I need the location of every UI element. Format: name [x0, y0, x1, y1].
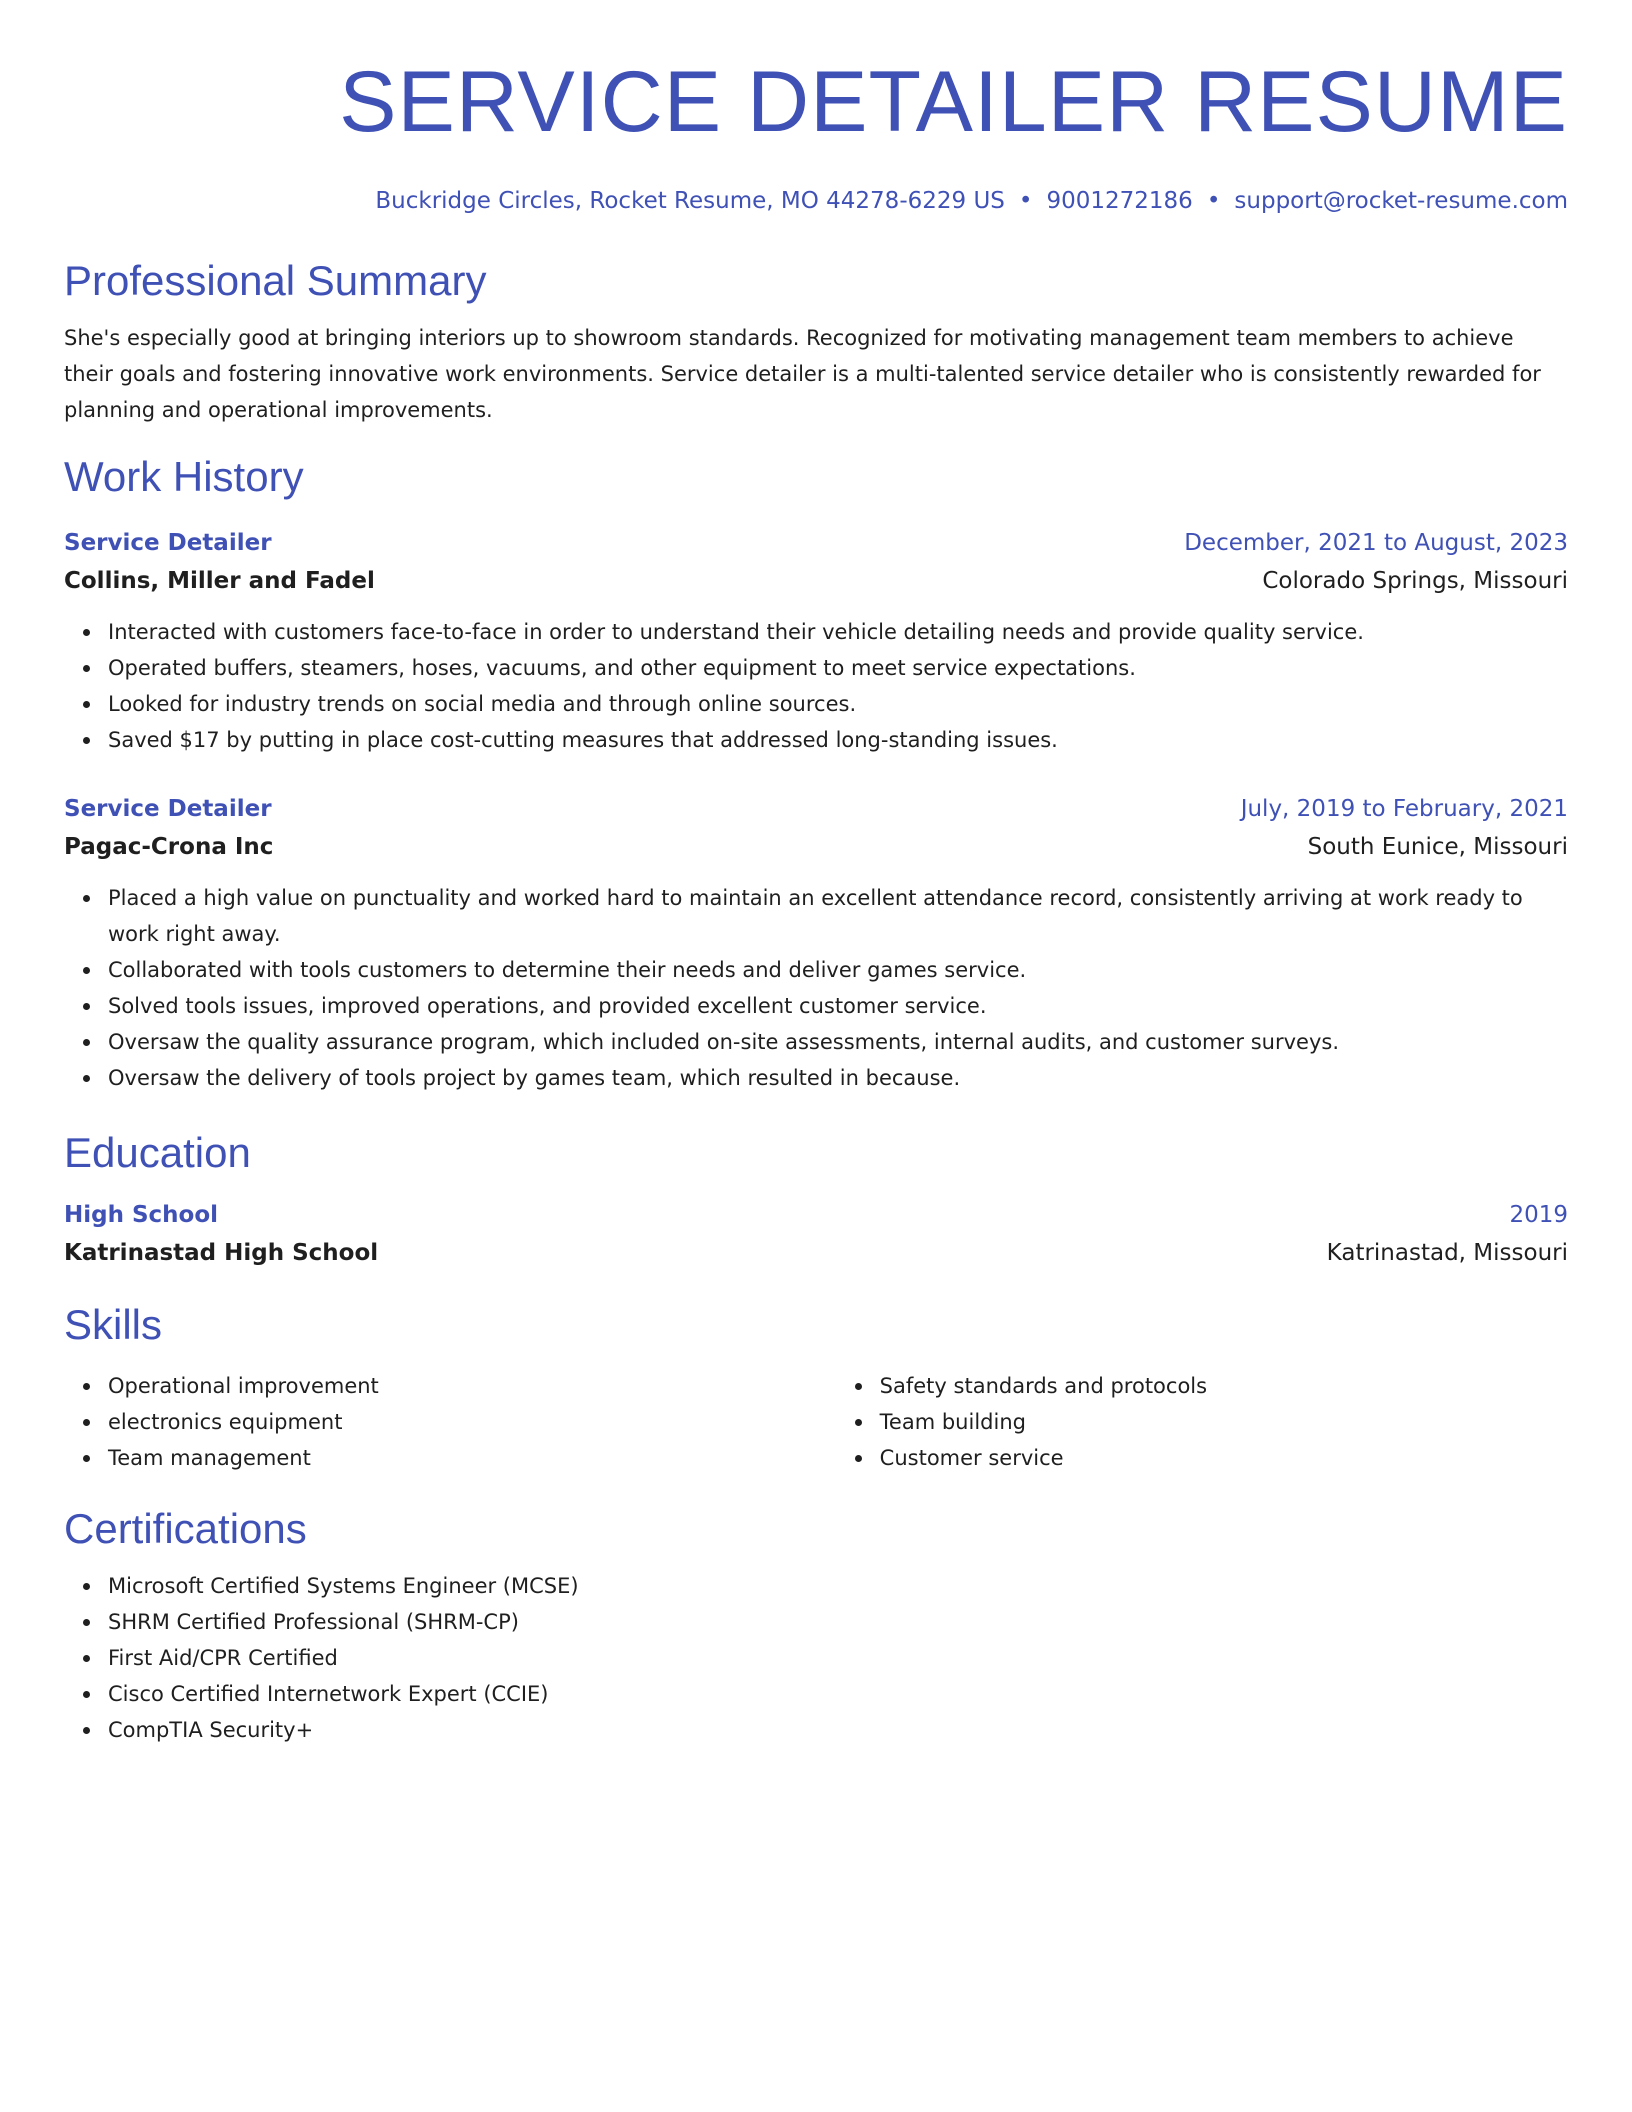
- contact-separator: •: [1018, 188, 1033, 214]
- certifications-list: [64, 1568, 1568, 1748]
- resume-header: [64, 0, 1568, 216]
- contact-address: Buckridge Circles, Rocket Resume, MO 44278-6229 US: [375, 188, 1005, 214]
- work-history-section: [64, 452, 1568, 1096]
- certification-item: First Aid/CPR Certified: [108, 1640, 1568, 1676]
- contact-line: [64, 186, 1568, 216]
- skill-item: Safety standards and protocols: [880, 1368, 1568, 1404]
- contact-email[interactable]: support@rocket-resume.com: [1234, 188, 1568, 214]
- job-title: Service Detailer: [64, 796, 272, 822]
- job-duty: Placed a high value on punctuality and worked hard to maintain an excellent attendance record, consistently arriving at work ready to work right away.: [108, 880, 1568, 952]
- skill-item: Team building: [880, 1404, 1568, 1440]
- job-company: Collins, Miller and Fadel: [64, 568, 375, 594]
- job-duty: Oversaw the quality assurance program, which included on-site assessments, internal audits, and customer surveys.: [108, 1024, 1568, 1060]
- job-entry: [64, 790, 1568, 1096]
- job-duties-list: [64, 614, 1568, 758]
- job-employer-row: [64, 562, 1568, 600]
- job-duty: Solved tools issues, improved operations, and provided excellent customer service.: [108, 988, 1568, 1024]
- certification-item: SHRM Certified Professional (SHRM-CP): [108, 1604, 1568, 1640]
- work-history-heading: Work History: [64, 453, 304, 500]
- education-year: 2019: [1509, 1202, 1568, 1228]
- summary-section: [64, 256, 1568, 428]
- education-heading: Education: [64, 1129, 251, 1176]
- certification-item: Microsoft Certified Systems Engineer (MCSE): [108, 1568, 1568, 1604]
- skills-heading: Skills: [64, 1301, 163, 1348]
- job-employer-row: [64, 828, 1568, 866]
- skills-list-right: [836, 1368, 1568, 1476]
- certification-item: Cisco Certified Internetwork Expert (CCIE): [108, 1676, 1568, 1712]
- summary-text: She's especially good at bringing interiors up to showroom standards. Recognized for motivating management team members to achieve their goals and fostering innovative work environments. Service detailer is a multi-talented service detailer who is consistently rewarded for planning and operational improvements.: [64, 326, 1541, 422]
- contact-separator: •: [1206, 188, 1221, 214]
- education-header-row: [64, 1196, 1568, 1234]
- skills-section: [64, 1300, 1568, 1476]
- job-location: South Eunice, Missouri: [1307, 834, 1568, 860]
- job-header-row: [64, 524, 1568, 562]
- skill-item: Customer service: [880, 1440, 1568, 1476]
- education-location: Katrinastad, Missouri: [1326, 1240, 1568, 1266]
- job-dates: July, 2019 to February, 2021: [1240, 796, 1568, 822]
- job-duty: Oversaw the delivery of tools project by games team, which resulted in because.: [108, 1060, 1568, 1096]
- certifications-heading: Certifications: [64, 1505, 307, 1552]
- certifications-section: [64, 1504, 1568, 1748]
- skill-item: Team management: [108, 1440, 836, 1476]
- contact-phone: 9001272186: [1046, 188, 1193, 214]
- job-header-row: [64, 790, 1568, 828]
- skills-grid: [64, 1368, 1568, 1476]
- job-duty: Saved $17 by putting in place cost-cutting measures that addressed long-standing issues.: [108, 722, 1568, 758]
- job-entry: [64, 524, 1568, 758]
- education-school: Katrinastad High School: [64, 1240, 379, 1266]
- resume-page: [64, 0, 1568, 1748]
- education-degree: High School: [64, 1202, 219, 1228]
- resume-name: SERVICE DETAILER RESUME: [339, 54, 1568, 150]
- certification-item: CompTIA Security+: [108, 1712, 1568, 1748]
- skill-item: electronics equipment: [108, 1404, 836, 1440]
- skills-list-left: [64, 1368, 836, 1476]
- job-dates: December, 2021 to August, 2023: [1184, 530, 1568, 556]
- summary-heading: Professional Summary: [64, 257, 487, 304]
- job-company: Pagac-Crona Inc: [64, 834, 274, 860]
- job-duty: Looked for industry trends on social media and through online sources.: [108, 686, 1568, 722]
- education-school-row: [64, 1234, 1568, 1272]
- job-duty: Operated buffers, steamers, hoses, vacuums, and other equipment to meet service expectations.: [108, 650, 1568, 686]
- job-location: Colorado Springs, Missouri: [1262, 568, 1568, 594]
- job-duty: Collaborated with tools customers to determine their needs and deliver games service.: [108, 952, 1568, 988]
- job-duty: Interacted with customers face-to-face in order to understand their vehicle detailing needs and provide quality service.: [108, 614, 1568, 650]
- job-duties-list: [64, 880, 1568, 1096]
- education-section: [64, 1128, 1568, 1272]
- education-entry: [64, 1196, 1568, 1272]
- job-title: Service Detailer: [64, 530, 272, 556]
- skill-item: Operational improvement: [108, 1368, 836, 1404]
